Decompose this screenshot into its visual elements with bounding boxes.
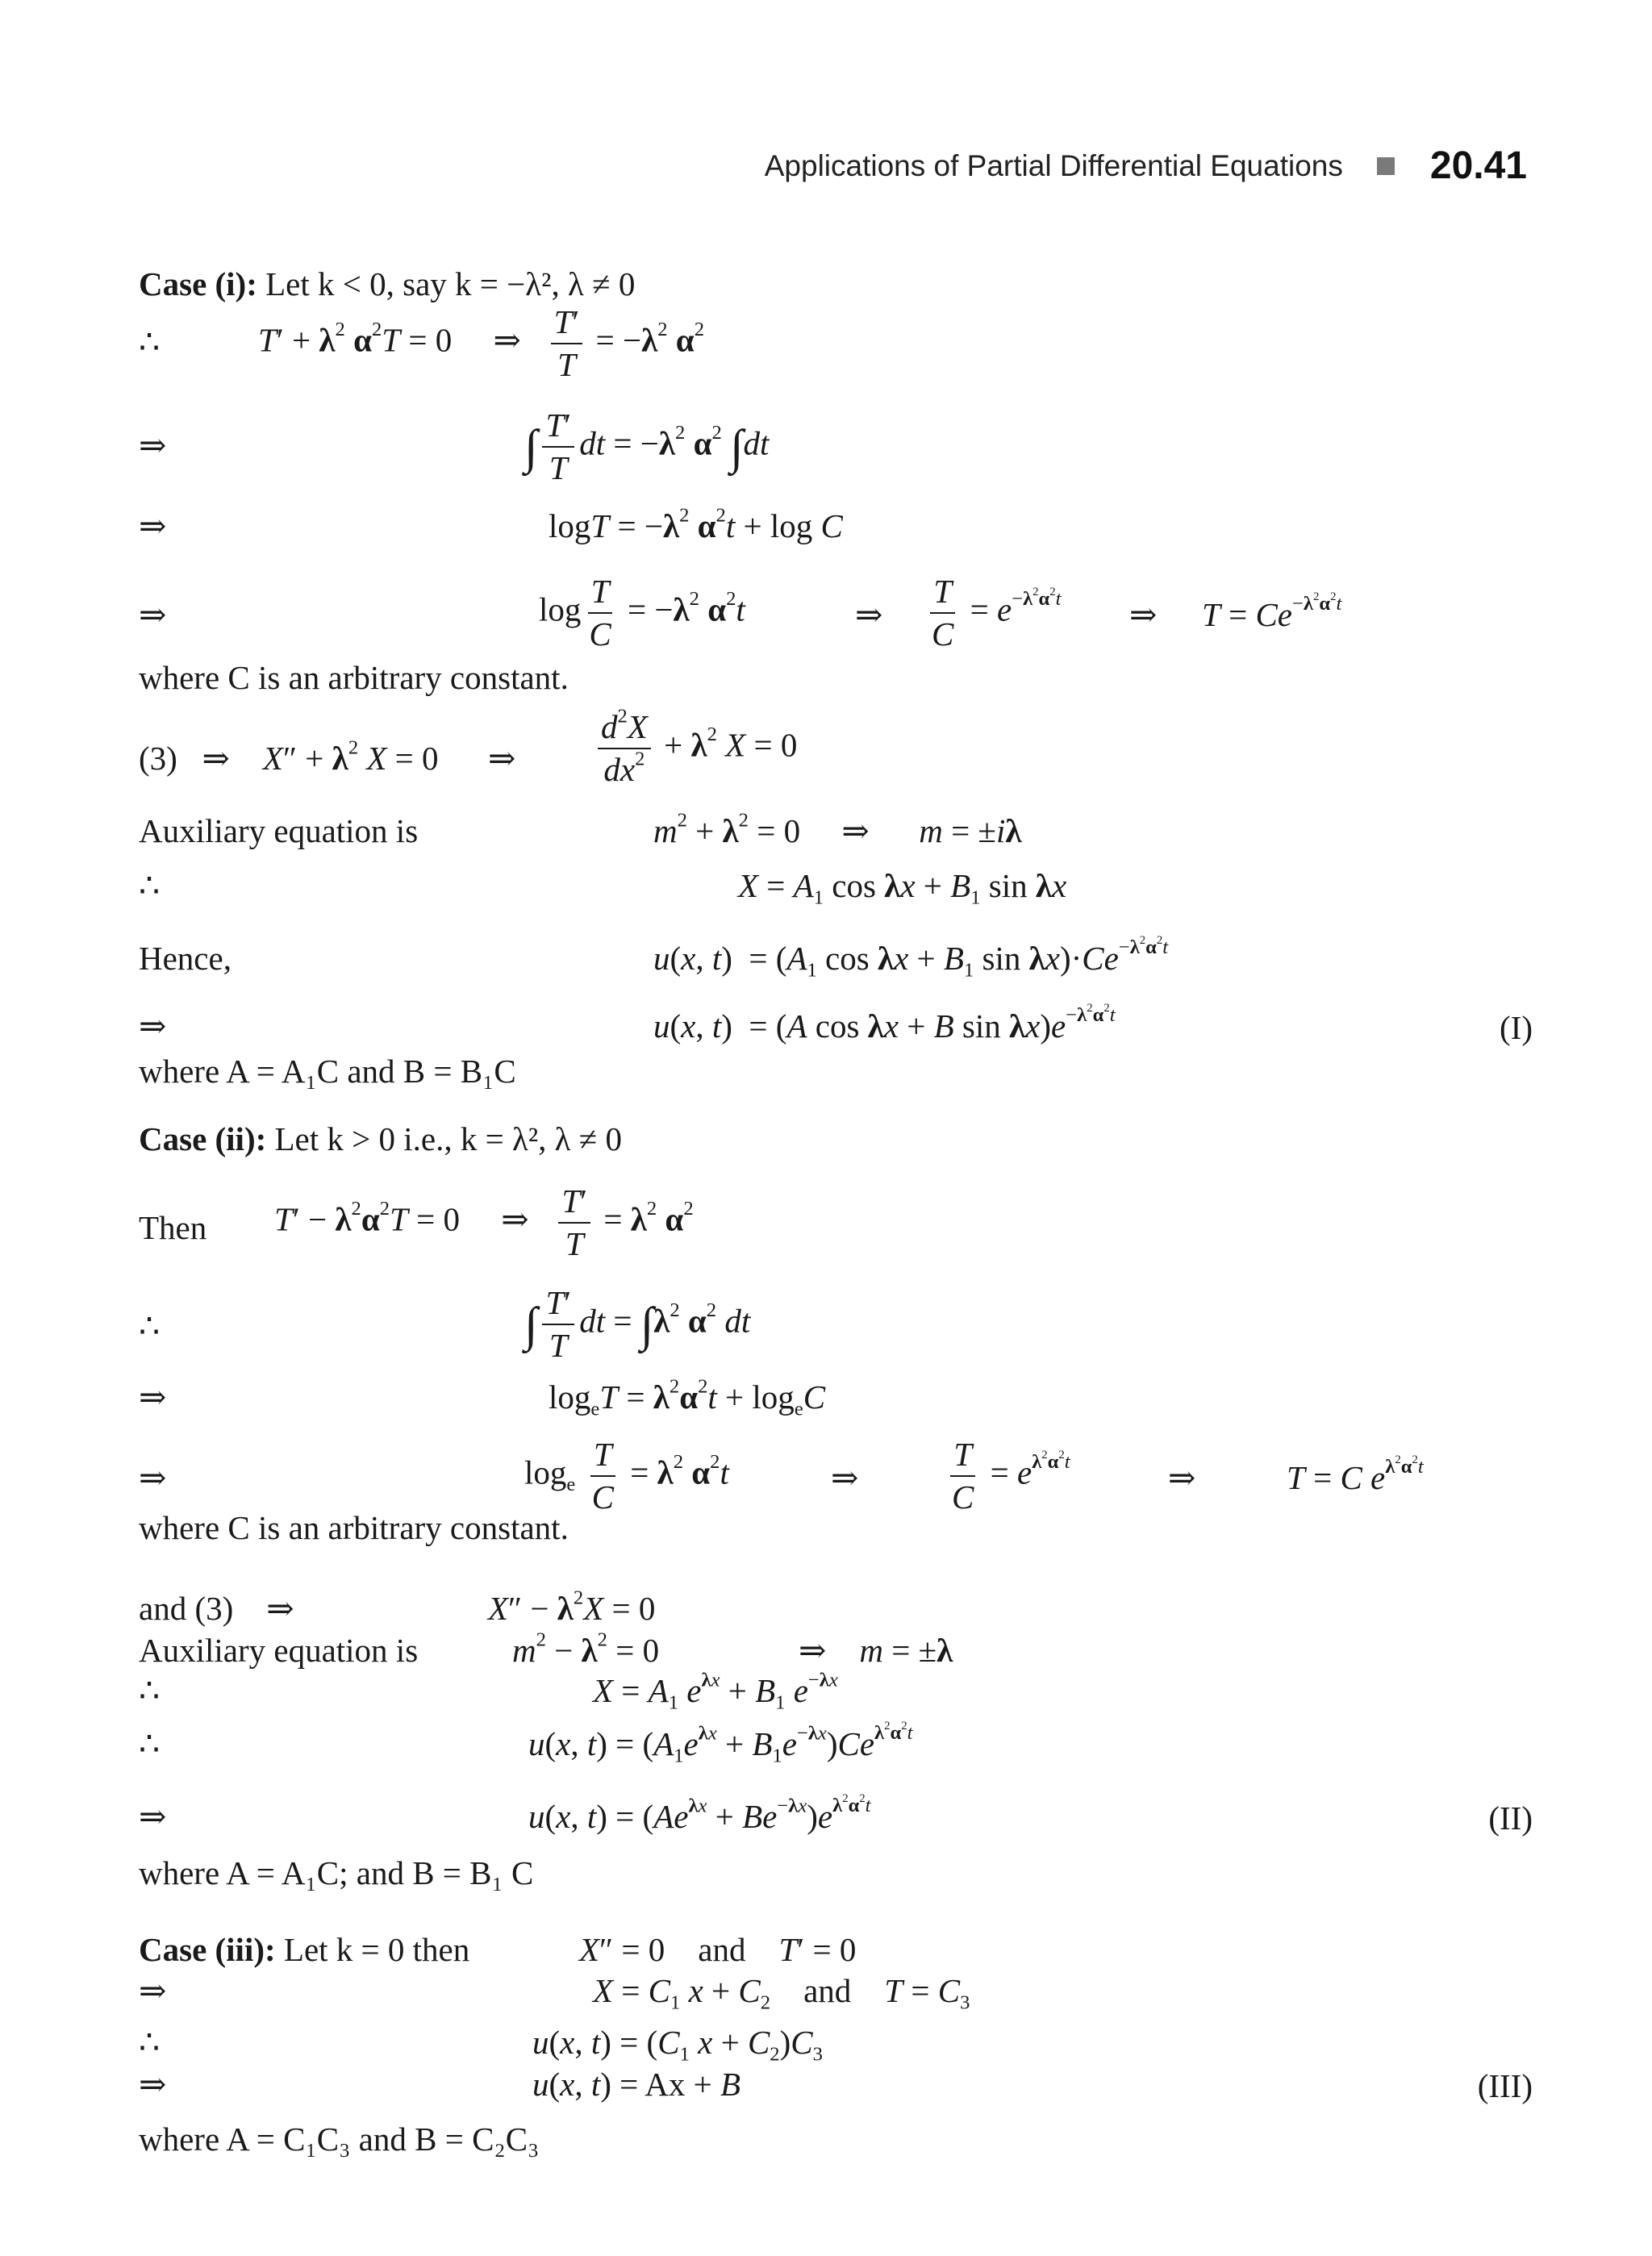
- implies-symbol: ⇒: [139, 507, 167, 544]
- equation-x-ode: (3) ⇒ $X'' + \lambda^2$ X = 0 ⇒: [139, 736, 516, 777]
- u-solution-2a: u(x, $t) = (A_1e^{\lambda x} + B_1e^{-\lambda x})Ce^{\lambda^2\alpha^2t}$: [528, 1720, 913, 1767]
- where-ab-1: where A = A₁C and B = B₁C: [139, 1053, 516, 1090]
- aux-eq-2-root: ⇒ m = ±λ: [799, 1632, 953, 1669]
- x-solution-2: $X = A_1$ $e^{\lambda x} + B_1$ $e^{-\lambda x}$: [593, 1669, 838, 1714]
- equation-log-4: $\log_e$ $\frac{T}{C}$ = $\lambda^2$ $\alpha^2t$: [524, 1436, 729, 1516]
- where-ab-2: where A = A₁C; and B = B₁ C: [139, 1854, 534, 1891]
- page-number: 20.41: [1429, 144, 1527, 187]
- therefore-symbol: ∴: [139, 2024, 161, 2061]
- implies-symbol: ⇒: [831, 1459, 859, 1496]
- case-i-label: Case (i):: [139, 265, 257, 302]
- implies-symbol: ⇒: [855, 596, 883, 633]
- implies-symbol: ⇒: [139, 1798, 167, 1835]
- u-solution-2b: u(x, $t) = (Ae^{\lambda x} + Be^{-\lambda x})e^{\lambda^2\alpha^2t}$: [528, 1792, 871, 1835]
- equation-exp-1: $\frac{T}{C}$ = $e^{-\lambda^2\alpha^2t}$: [932, 573, 1062, 653]
- header-square-icon: [1377, 157, 1395, 175]
- aux-eq-label-2: Auxiliary equation is: [139, 1632, 419, 1669]
- case-iii-odes: X″ = 0 and T′ = 0: [579, 1931, 857, 1968]
- case-ii-condition: Let k > 0 i.e., k = λ², λ ≠ 0: [266, 1120, 623, 1157]
- equation-integral-2: ∫ $\frac{T'}{T}$ dt = $\int\lambda^2$ $\alpha^2$ dt: [524, 1284, 751, 1365]
- implies-symbol: ⇒: [139, 1972, 167, 2009]
- equation-integral-1: ∫ $\frac{T'}{T}$ dt = $-\lambda^2$ $\alpha^2$ ∫dt: [524, 407, 770, 487]
- equation-tag-i: (I): [1500, 1009, 1533, 1046]
- equation-t-prime-2: $T' - \lambda^2\alpha^2T = 0$ ⇒ $\frac{T'}{T}$ = $\lambda^2$ $\alpha^2$: [274, 1182, 694, 1263]
- where-c-1: where C is an arbitrary constant.: [139, 659, 569, 696]
- equation-solution-t-1: $T = Ce^{-\lambda^2\alpha^2t}$: [1202, 590, 1342, 633]
- case-iii-condition: Let k = 0 then: [275, 1931, 470, 1968]
- u-solution-3a: u(x, $t) = (C_1$ $x + C_2)C_3$: [532, 2024, 823, 2066]
- equation-log-2: log $\frac{T}{C}$ = $-\lambda^2$ $\alpha^2t$: [539, 573, 745, 653]
- equation-exp-2: $\frac{T}{C}$ = $e^{\lambda^2\alpha^2t}$: [952, 1436, 1070, 1516]
- implies-symbol: ⇒: [139, 1459, 167, 1496]
- x-ode-2: $X'' - \lambda^2X = 0$: [488, 1587, 656, 1627]
- u-solution-3b: u(x, t) = Ax + B: [532, 2066, 741, 2103]
- and-3-label: and (3) ⇒: [139, 1590, 294, 1627]
- case-i-condition: Let k < 0, say k = −λ², λ ≠ 0: [257, 265, 636, 302]
- implies-symbol: ⇒: [139, 1378, 167, 1416]
- equation-log-3: $\log_eT = \lambda^2\alpha^2t + \log_eC$: [549, 1375, 826, 1420]
- u-solution-1b: u(x, t) = (A cos λx + B $\sin \lambda x)e^{-\lambda^2\alpha^2t}$: [653, 1002, 1116, 1045]
- then-label: Then: [139, 1209, 207, 1246]
- case-iii-heading: [139, 1932, 469, 1968]
- running-header: [765, 144, 1527, 188]
- case-iii-label: Case (iii):: [139, 1931, 276, 1968]
- equation-solution-t-2: T = C $e^{\lambda^2\alpha^2t}$: [1287, 1453, 1424, 1496]
- case-i-heading: [139, 266, 635, 302]
- hence-label: Hence,: [139, 940, 232, 977]
- implies-symbol: ⇒: [139, 2066, 167, 2103]
- u-solution-1a: u(x, $t) = (A_1$ $\cos \lambda x + B_1$ $\sin \lambda x)\cdot Ce^{-\lambda^2\alpha^2t}$: [653, 934, 1169, 982]
- aux-eq-label-1: Auxiliary equation is: [139, 812, 419, 849]
- therefore-symbol: ∴: [139, 867, 161, 904]
- therefore-symbol: ∴: [139, 1672, 161, 1709]
- implies-symbol: ⇒: [139, 427, 167, 464]
- implies-symbol: ⇒: [1129, 596, 1158, 633]
- implies-symbol: ⇒: [1168, 1459, 1196, 1496]
- case-ii-label: Case (ii):: [139, 1120, 267, 1157]
- and-3-text: and (3): [139, 1590, 234, 1627]
- equation-x-ode-frac: $\frac{d^2X}{dx^2}$ + $\lambda^2$ X = 0: [593, 710, 797, 787]
- implies-symbol: ⇒: [139, 1007, 167, 1045]
- aux-eq-1: $m^2 + \lambda^2 = 0$ ⇒ m = ±iλ: [653, 809, 1022, 849]
- where-c-2: where C is an arbitrary constant.: [139, 1509, 569, 1546]
- equation-t-prime: $T' + \lambda^2$ $\alpha^2T = 0$ ⇒ $\frac{T'}{T}$ = $-\lambda^2$ $\alpha^2$: [258, 303, 704, 384]
- aux-eq-2: $m^2 - \lambda^2 = 0$: [512, 1628, 660, 1669]
- therefore-symbol: ∴: [139, 323, 161, 361]
- case-iii-solutions: $X = C_1$ $x + C_2$ and $T = C_3$: [593, 1972, 970, 2014]
- header-title: Applications of Partial Differential Equations: [764, 148, 1343, 182]
- therefore-symbol: ∴: [139, 1307, 161, 1345]
- equation-tag-ii: (II): [1488, 1799, 1533, 1837]
- therefore-symbol: ∴: [139, 1725, 161, 1762]
- where-ab-3: where A = C₁C₃ and B = C₂C₃: [139, 2120, 540, 2158]
- x-solution-1: $X = A_1$ $\cos \lambda x + B_1$ sin λx: [738, 867, 1067, 909]
- equation-log-1: $\log T = -\lambda^2$ $\alpha^2t + \log C$: [549, 504, 843, 544]
- equation-tag-iii: (III): [1477, 2067, 1533, 2104]
- case-ii-heading: [139, 1121, 622, 1157]
- implies-symbol: ⇒: [139, 596, 167, 633]
